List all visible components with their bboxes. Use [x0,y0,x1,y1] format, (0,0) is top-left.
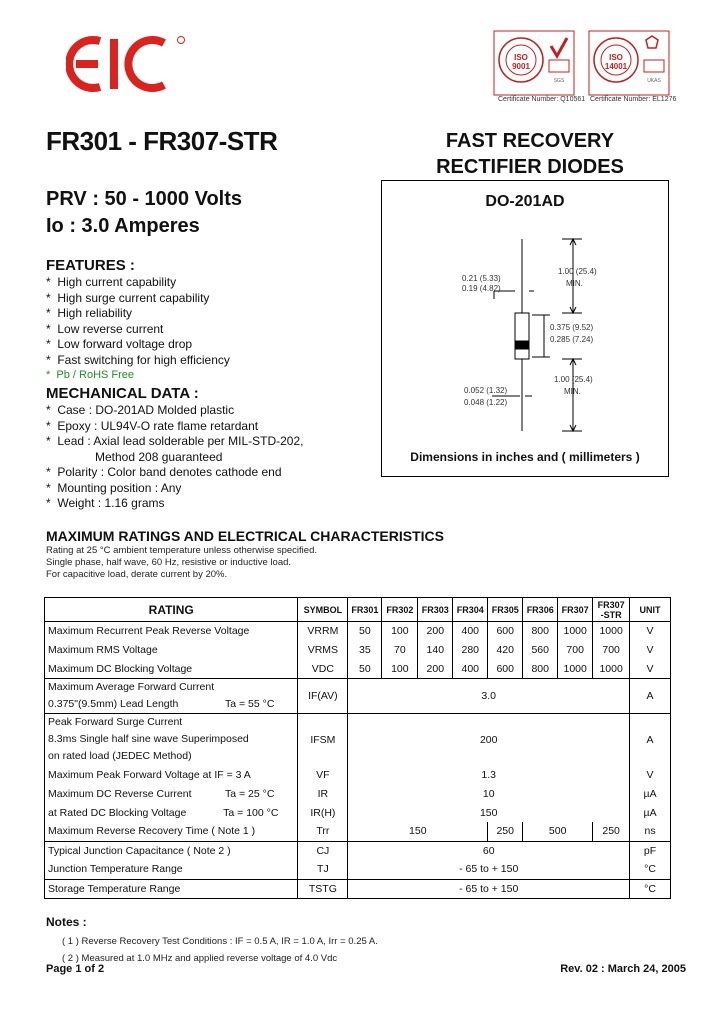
diode-outline-drawing [382,181,670,478]
feature-item: * High current capability [46,275,177,289]
features-heading: FEATURES : [46,257,135,274]
note-item: ( 1 ) Reverse Recovery Test Conditions : IF = 0.5 A, IR = 1.0 A, Irr = 0.25 A. [62,936,378,947]
table-row: Storage Temperature Range TSTG - 65 to + 150 °C [45,879,671,898]
feature-item: * High reliability [46,306,133,320]
mechanical-item: * Case : DO-201AD Molded plastic [46,403,235,417]
table-row: Peak Forward Surge Current 8.3ms Single half sine wave Superimposed on rated load (JEDEC Method) IFSM 200 A [45,714,671,766]
ratings-notes [46,545,317,581]
dim-lead-diameter-max: 0.052 (1.32) [464,386,508,395]
table-row: at Rated DC Blocking Voltage Ta = 100 °C IR(H) 150 µA [45,803,671,822]
col-header: FR302 [382,598,418,622]
mechanical-item: Method 208 guaranteed [95,449,223,464]
svg-text:14001: 14001 [604,62,628,71]
col-header: SYMBOL [298,598,348,622]
page-number: Page 1 of 2 [46,963,105,975]
part-number-title: FR301 - FR307-STR [46,126,278,156]
prv-spec: PRV : 50 - 1000 Volts [46,188,243,210]
ratings-table [44,597,671,899]
table-row: Maximum Recurrent Peak Reverse Voltage VRRM 50 100 200 400 600 800 1000 1000 V [45,622,671,641]
feature-item: * Fast switching for high efficiency [46,352,230,367]
mechanical-list [46,403,303,512]
mechanical-item: * Polarity : Color band denotes cathode end [46,465,282,479]
mechanical-item: * Epoxy : UL94V-O rate flame retardant [46,418,259,433]
company-logo [66,33,186,95]
desc-line-1: FAST RECOVERY [445,130,615,152]
cert2-number: Certificate Number: EL1276 [590,96,677,103]
dim-bottom-lead-min: MIN. [564,387,581,396]
package-name: DO-201AD [485,193,565,210]
dimensions-caption: Dimensions in inches and ( millimeters ) [410,450,640,464]
iso-9001-badge [493,30,575,96]
notes-list [62,933,378,967]
table-row: Maximum Reverse Recovery Time ( Note 1 ) Trr 150 250 500 250 ns [45,822,671,841]
col-header: FR301 [348,598,382,622]
table-row: Maximum RMS Voltage VRMS 35 70 140 280 420 560 700 700 V [45,641,671,660]
svg-text:ISO: ISO [514,53,528,62]
features-list [46,275,230,384]
rating-note: Rating at 25 °C ambient temperature unless otherwise specified. [46,545,317,556]
dim-lead-diameter-min: 0.048 (1.22) [464,398,508,407]
cert1-number: Certificate Number: Q10561 [498,96,586,103]
col-header: FR306 [523,598,558,622]
revision-date: Rev. 02 : March 24, 2005 [560,963,686,975]
table-row: Typical Junction Capacitance ( Note 2 ) CJ 60 pF [45,841,671,860]
product-description [420,128,640,180]
note-item: ( 2 ) Measured at 1.0 MHz and applied reverse voltage of 4.0 Vdc [62,953,338,964]
dim-body-length-max: 0.375 (9.52) [550,323,594,332]
rating-note: Single phase, half wave, 60 Hz, resistive or inductive load. [46,557,292,568]
dim-bottom-lead-length: 1.00 (25.4) [554,375,593,384]
feature-item-rohs: * Pb / RoHS Free [46,369,135,381]
table-row: Maximum DC Reverse Current Ta = 25 °C IR 10 µA [45,784,671,803]
svg-text:9001: 9001 [512,62,530,71]
feature-item: * High surge current capability [46,290,210,305]
dim-top-lead-length: 1.00 (25.4) [558,267,597,276]
svg-text:SGS: SGS [553,78,565,84]
dim-body-diameter-max: 0.21 (5.33) [462,274,501,283]
io-spec: Io : 3.0 Amperes [46,215,200,237]
svg-text:ISO: ISO [609,53,623,62]
dim-body-length-min: 0.285 (7.24) [550,335,594,344]
iso-14001-badge [588,30,670,96]
mechanical-item: * Mounting position : Any [46,480,182,495]
dim-top-lead-min: MIN. [566,279,583,288]
svg-text:UKAS: UKAS [647,78,661,84]
col-header: FR304 [453,598,488,622]
col-header: FR307 -STR [593,598,630,622]
mechanical-item: * Weight : 1.16 grams [46,496,165,510]
notes-heading: Notes : [46,915,87,929]
table-header-row [45,598,671,622]
col-header: RATING [45,598,298,622]
col-header: UNIT [630,598,671,622]
package-diagram [381,180,669,477]
dim-body-diameter-min: 0.19 (4.82) [462,284,501,293]
ratings-heading: MAXIMUM RATINGS AND ELECTRICAL CHARACTERISTICS [46,528,444,544]
feature-item: * Low reverse current [46,321,164,336]
mechanical-heading: MECHANICAL DATA : [46,385,199,402]
table-row: Maximum Average Forward Current 0.375"(9.5mm) Lead Length Ta = 55 °C IF(AV) 3.0 A [45,679,671,714]
col-header: FR307 [558,598,593,622]
table-row: Maximum Peak Forward Voltage at IF = 3 A VF 1.3 V [45,765,671,784]
col-header: FR305 [488,598,523,622]
table-row: Junction Temperature Range TJ - 65 to + 150 °C [45,860,671,879]
desc-line-2: RECTIFIER DIODES [436,156,624,178]
rating-note: For capacitive load, derate current by 20%. [46,569,228,580]
feature-item: * Low forward voltage drop [46,337,193,351]
col-header: FR303 [418,598,453,622]
mechanical-item: * Lead : Axial lead solderable per MIL-STD-202, [46,434,304,448]
table-row: Maximum DC Blocking Voltage VDC 50 100 200 400 600 800 1000 1000 V [45,660,671,679]
